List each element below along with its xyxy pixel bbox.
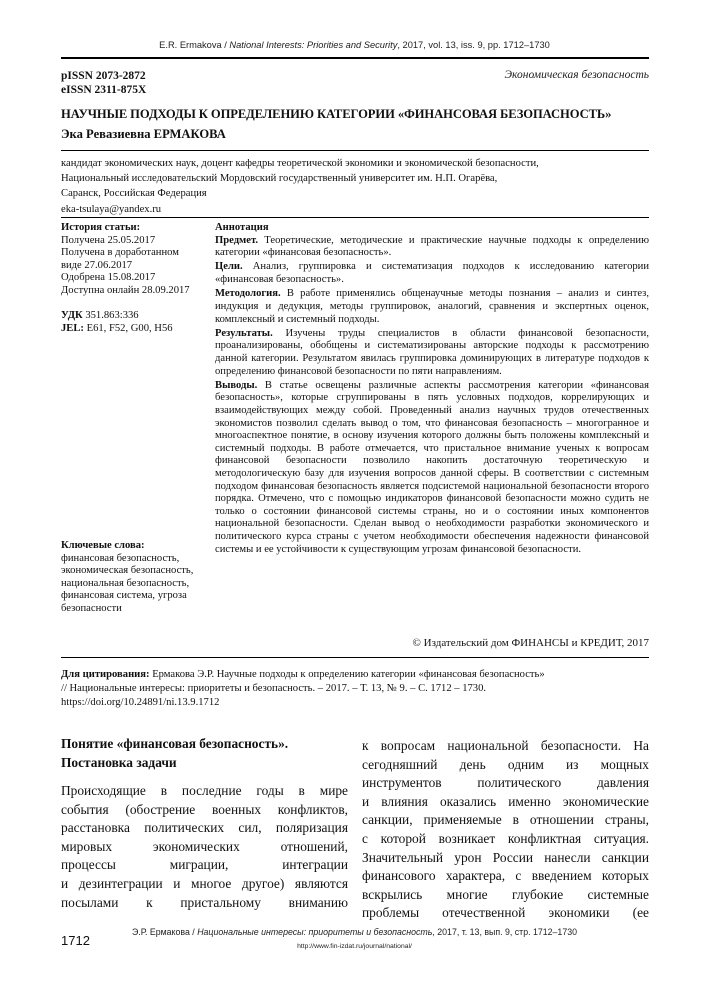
history-heading: История статьи: bbox=[61, 222, 141, 233]
abstract-methods bbox=[215, 288, 649, 326]
body-line: проблемы отечественной экономики (ее bbox=[362, 905, 649, 921]
jel-label: JEL: bbox=[61, 322, 84, 334]
body-line: финансового характера, с введением которых bbox=[362, 868, 649, 884]
body-line: мировых экономических отношений, bbox=[61, 838, 348, 854]
footer-author: Э.Р. Ермакова / bbox=[131, 927, 198, 937]
history-item: Получена в доработанном bbox=[61, 247, 179, 259]
author-email[interactable]: eka-tsulaya@yandex.ru bbox=[61, 203, 162, 215]
body-line: вскрылись многие глубокие системные bbox=[362, 886, 649, 902]
body-line: расстановка политических сил, поляризация bbox=[61, 820, 348, 836]
history-item: Одобрена 15.08.2017 bbox=[61, 272, 156, 284]
abstract-text: Изучены труды специалистов в области финансовой безопасности, проанализированы, обобщены и систематизированы авторские подходы к рассмотрению данной категории. Результатом явилась группировка доминирующих в литературе подходов к определению финансовой безопасности по пяти направлениям. bbox=[215, 327, 649, 377]
keyword-line: финансовая система, угроза bbox=[61, 590, 187, 602]
body-line: и дезинтеграции и многое другое) являются bbox=[61, 875, 348, 891]
abstract-text: В статье освещены различные аспекты рассмотрения категории «финансовая безопасность», которые сгруппированы в пять условных подходов, коррелирующих и взаимодействующих между собой. Проведенный анализ научных трудов отечественных экономистов позволил сделать вывод о том, что финансовая безопасность – многогранное и многоаспектное понятие, в основу изучения которого должны быть положены комплексный и системный подходы. В работе отмечается, что пристальное внимание ученых к вопросам финансовой безопасности позволило накопить достаточную теоретическую и методологическую базу для изучения вопросов данной сферы. В соответствии с системным подходом финансовая безопасность является подсистемой национальной безопасности второго порядка. Отмечено, что с помощью индикаторов финансовой безопасности можно судить не только о состоянии финансовой системы страны, но и о состоянии иных компонентов национальной безопасности. Сделан вывод о необходимости разработки экономического и политического курса страны с учетом необходимости обеспечения надежности финансовой системы и ее устойчивости к существующим угрозам финансовой безопасности. bbox=[215, 379, 649, 555]
body-line: события (обострение военных конфликтов, bbox=[61, 801, 348, 817]
udk-code bbox=[61, 310, 211, 323]
citation-line: // Национальные интересы: приоритеты и безопасность. – 2017. – Т. 13, № 9. – С. 1712 – 1730. bbox=[61, 683, 487, 695]
article-title: НАУЧНЫЕ ПОДХОДЫ К ОПРЕДЕЛЕНИЮ КАТЕГОРИИ «ФИНАНСОВАЯ БЕЗОПАСНОСТЬ» bbox=[61, 107, 612, 121]
footer-journal: Национальные интересы: приоритеты и безопасность bbox=[197, 927, 433, 937]
body-line: Значительный урон России нанесли санкции bbox=[362, 849, 649, 865]
running-head-journal: National Interests: Priorities and Security bbox=[229, 40, 398, 50]
affiliation-city: Саранск, Российская Федерация bbox=[61, 188, 207, 200]
issn-block bbox=[61, 69, 146, 97]
abstract-subject bbox=[215, 235, 649, 260]
body-column-right bbox=[362, 737, 649, 923]
abstract-heading: Аннотация bbox=[215, 222, 269, 233]
citation-label: Для цитирования: bbox=[61, 669, 150, 680]
keywords-heading: Ключевые слова: bbox=[61, 540, 145, 551]
affiliation-degree: кандидат экономических наук, доцент кафедры теоретической экономики и экономической безопасности, bbox=[61, 158, 539, 169]
jel-code bbox=[61, 323, 211, 336]
body-line: санкции, применяемые в отношении страны, bbox=[362, 812, 649, 828]
abstract-conclusions bbox=[215, 380, 649, 556]
body-line: Происходящие в последние годы в мире bbox=[61, 783, 348, 798]
abstract-text: В работе применялись общенаучные методы познания – анализ и синтез, индукция и дедукция, методы группировок, аналогий, сравнения и экспертных оценок, комплексный и системный подходы. bbox=[215, 288, 649, 325]
footer-citation bbox=[0, 927, 709, 937]
article-author: Эка Ревазиевна ЕРМАКОВА bbox=[61, 127, 226, 141]
abstract-label: Результаты. bbox=[215, 327, 273, 339]
abstract-results bbox=[215, 328, 649, 378]
affiliation-university: Национальный исследовательский Мордовский государственный университет им. Н.П. Огарёва, bbox=[61, 173, 498, 185]
keyword-line: национальная безопасность, bbox=[61, 577, 190, 589]
keyword-line: экономическая безопасность, bbox=[61, 565, 194, 577]
running-head-details: , 2017, vol. 13, iss. 9, pp. 1712–1730 bbox=[397, 40, 550, 50]
abstract-label: Выводы. bbox=[215, 379, 258, 391]
history-item: Получена 25.05.2017 bbox=[61, 234, 156, 246]
keyword-line: безопасности bbox=[61, 602, 122, 614]
abstract-text: Анализ, группировка и систематизация подходов к исследованию категории «финансовая безопасность». bbox=[215, 261, 649, 286]
history-item: Доступна онлайн 28.09.2017 bbox=[61, 284, 190, 296]
page-number: 1712 bbox=[61, 933, 90, 948]
citation-line: Ермакова Э.Р. Научные подходы к определению категории «финансовая безопасность» bbox=[149, 669, 545, 680]
body-line: сегодняшний день одним из мощных bbox=[362, 756, 649, 772]
jel-value: E61, F52, G00, H56 bbox=[83, 322, 173, 334]
abstract bbox=[215, 222, 649, 558]
udk-value: 351.863:336 bbox=[82, 310, 139, 322]
abstract-objectives bbox=[215, 261, 649, 286]
abstract-rule bbox=[61, 657, 649, 658]
body-column-left bbox=[61, 782, 348, 912]
citation-doi-link[interactable]: https://doi.org/10.24891/ni.13.9.1712 bbox=[61, 697, 220, 709]
footer-details: , 2017, т. 13, вып. 9, стр. 1712–1730 bbox=[432, 927, 578, 937]
footer-url-link[interactable]: http://www.fin-izdat.ru/journal/national/ bbox=[297, 943, 412, 950]
history-item: виде 27.06.2017 bbox=[61, 259, 133, 271]
author-rule bbox=[61, 150, 649, 151]
section-heading-line: Постановка задачи bbox=[61, 755, 177, 770]
journal-rubric: Экономическая безопасность bbox=[504, 69, 649, 81]
body-line: к вопросам национальной безопасности. На bbox=[362, 738, 649, 753]
citation-block bbox=[61, 668, 649, 711]
print-issn: pISSN 2073-2872 bbox=[61, 70, 146, 82]
copyright-notice: © Издательский дом ФИНАНСЫ и КРЕДИТ, 2017 bbox=[412, 637, 649, 649]
running-head-author: E.R. Ermakova / bbox=[159, 40, 230, 50]
body-line: процессы миграции, интеграции bbox=[61, 857, 348, 873]
author-affiliation bbox=[61, 156, 539, 217]
article-history bbox=[61, 222, 211, 335]
abstract-text: Теоретические, методические и практические научные подходы к определению категории «финансовая безопасность». bbox=[215, 234, 649, 259]
body-line: и влияния оказались именно экономические bbox=[362, 793, 649, 809]
section-heading-line: Понятие «финансовая безопасность». bbox=[61, 736, 289, 751]
abstract-label: Предмет. bbox=[215, 234, 259, 246]
header-rule bbox=[61, 57, 649, 59]
body-line: с которой возникает конфликтная ситуация. bbox=[362, 830, 649, 846]
affiliation-rule bbox=[61, 217, 649, 218]
running-head bbox=[0, 40, 709, 50]
udk-label: УДК bbox=[61, 310, 83, 322]
keywords-block bbox=[61, 540, 211, 616]
keyword-line: финансовая безопасность, bbox=[61, 552, 180, 564]
body-line: посылами к пристальному вниманию bbox=[61, 894, 348, 910]
section-heading bbox=[61, 734, 288, 772]
abstract-label: Цели. bbox=[215, 261, 243, 273]
electronic-issn: eISSN 2311-875X bbox=[61, 84, 147, 96]
body-line: инструментов политического давления bbox=[362, 775, 649, 791]
abstract-label: Методология. bbox=[215, 288, 281, 300]
